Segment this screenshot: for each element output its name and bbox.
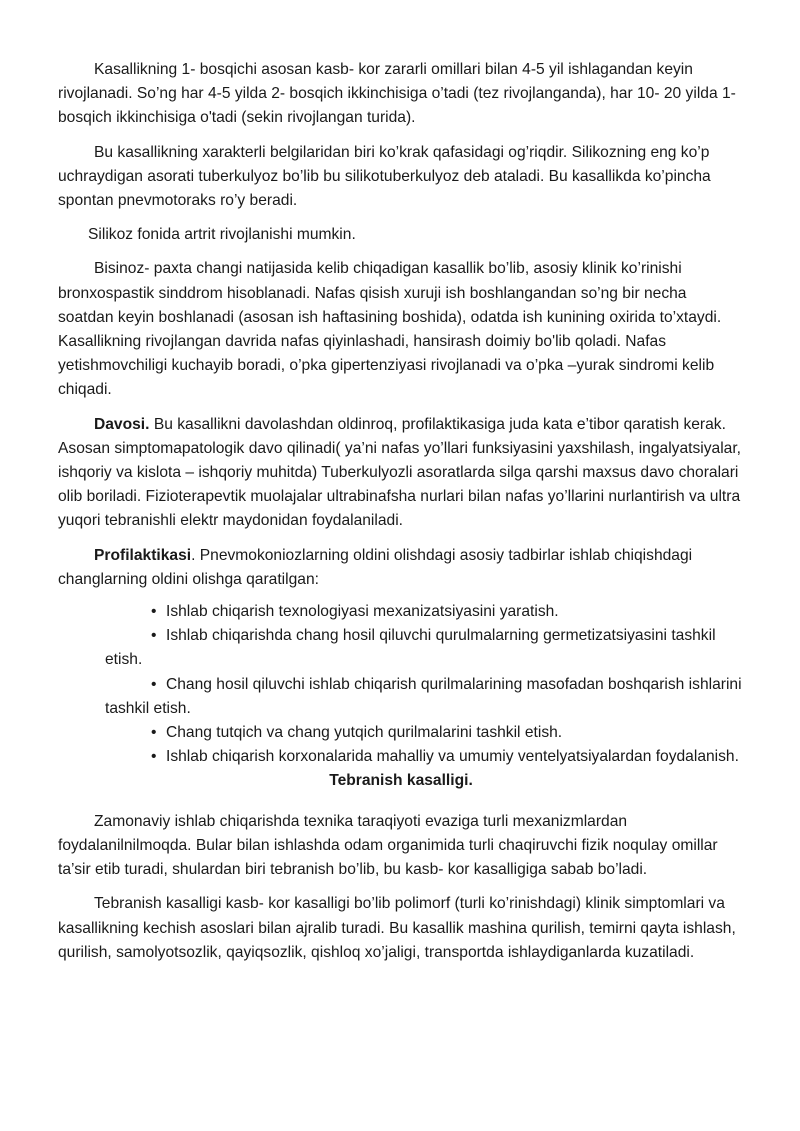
- paragraph-prevention: [58, 544, 744, 592]
- paragraph-treatment: [58, 413, 744, 534]
- prevention-list: [58, 600, 744, 769]
- paragraph-silicosis-signs: Bu kasallikning xarakterli belgilaridan biri ko’krak qafasidagi og’riqdir. Silikozning eng ko’p uchraydigan asorati tuberkulyoz bo’lib bu silikotuberkulyoz deb ataladi. Bu kasallikda ko’pincha spontan pnevmotoraks ro’y beradi.: [58, 143, 711, 210]
- paragraph-vibration-intro: Zamonaviy ishlab chiqarishda texnika taraqiyoti evaziga turli mexanizmlardan foydalanilnilmoqda. Bular bilan ishlashda odam organimida turli chaqiruvchi fizik noqulay omillar ta’sir etib turadi, shulardan biri tebranish bo’lib, bu kasb- kor kasalligiga sabab bo’ladi.: [58, 812, 718, 879]
- bullet-icon: •: [151, 627, 157, 645]
- list-item: • Ishlab chiqarish korxonalarida mahalliy va umumiy ventelyatsiyalardan foydalanish.: [105, 745, 744, 769]
- paragraph-arthritis: Silikoz fonida artrit rivojlanishi mumkin.: [88, 226, 356, 244]
- paragraph-stages: Kasallikning 1- bosqichi asosan kasb- kor zararli omillari bilan 4-5 yil ishlagandan keyin rivojlanadi. So’ng har 4-5 yilda 2- bosqich ikkinchisiga o’tadi (tez rivojlanganda), har 10- 20 yilda 1- bosqich ikkinchisiga o'tadi (sekin rivojlangan turida).: [58, 61, 736, 127]
- prevention-heading: Profilaktikasi: [94, 546, 192, 564]
- document-page: [58, 58, 744, 975]
- bullet-icon: •: [151, 675, 157, 693]
- list-item: • Ishlab chiqarish texnologiyasi mexanizatsiyasini yaratish.: [105, 600, 744, 624]
- paragraph-vibration-disease: Tebranish kasalligi kasb- kor kasalligi bo’lib polimorf (turli ko’rinishdagi) klinik simptomlari va kasallikning kechish asoslari bilan ajralib turadi. Bu kasallik mashina qurilish, temirni qayta ishlash, qurilish, samolyotsozlik, qayiqsozlik, qishloq xo’jaligi, transportda ishlaydiganlarda kuzatiladi.: [58, 895, 736, 961]
- prevention-text: . Pnevmokoniozlarning oldini olishdagi asosiy tadbirlar ishlab chiqishdagi changlarning oldini olishga qaratilgan:: [58, 546, 693, 588]
- treatment-text: Bu kasallikni davolashdan oldinroq, profilaktikasiga juda kata e’tibor qaratish kerak. Asosan simptomapatologik davo qilinadi( ya’ni nafas yo’llari funksiyasini yaxshilash, ingalyatsiyalar, ishqoriy va kislota – ishqoriy muhitda) Tuberkulyozli asoratlarda silga qarshi maxsus davo choralari olib boriladi. Fizioterapevtik muolajalar ultrabinafsha nurlari bilan nafas yo’llarini nurlantirish va ultra yuqori tebranishli elektr maydonidan foydalaniladi.: [58, 415, 742, 530]
- section-heading: Tebranish kasalligi.: [329, 772, 473, 790]
- paragraph-byssinosis: Bisinoz- paxta changi natijasida kelib chiqadigan kasallik bo’lib, asosiy klinik ko’rinishi bronxospastik sinddrom hisoblanadi. Nafas qisish xuruji ish boshlangandan so’ng bir necha soatdan keyin boshlanadi (asosan ish haftasining boshida), odatda ish kunining oxirida to’xtaydi. Kasallikning rivojlangan davrida nafas qiyinlashadi, hansirash doimiy bo'lib qoladi. Nafas yetishmovchiligi kuchayib boradi, o’pka gipertenziyasi rivojlanadi va o’pka –yurak sindromi kelib chiqadi.: [58, 260, 722, 399]
- bullet-icon: •: [151, 603, 157, 621]
- treatment-heading: Davosi.: [94, 415, 150, 433]
- list-item: • Chang hosil qiluvchi ishlab chiqarish qurilmalarining masofadan boshqarish ishlarini tashkil etish.: [105, 673, 744, 721]
- bullet-icon: •: [151, 748, 157, 766]
- list-item: • Ishlab chiqarishda chang hosil qiluvchi qurulmalarning germetizatsiyasini tashkil etish.: [105, 624, 744, 672]
- list-item: • Chang tutqich va chang yutqich qurilmalarini tashkil etish.: [105, 721, 744, 745]
- bullet-icon: •: [151, 724, 157, 742]
